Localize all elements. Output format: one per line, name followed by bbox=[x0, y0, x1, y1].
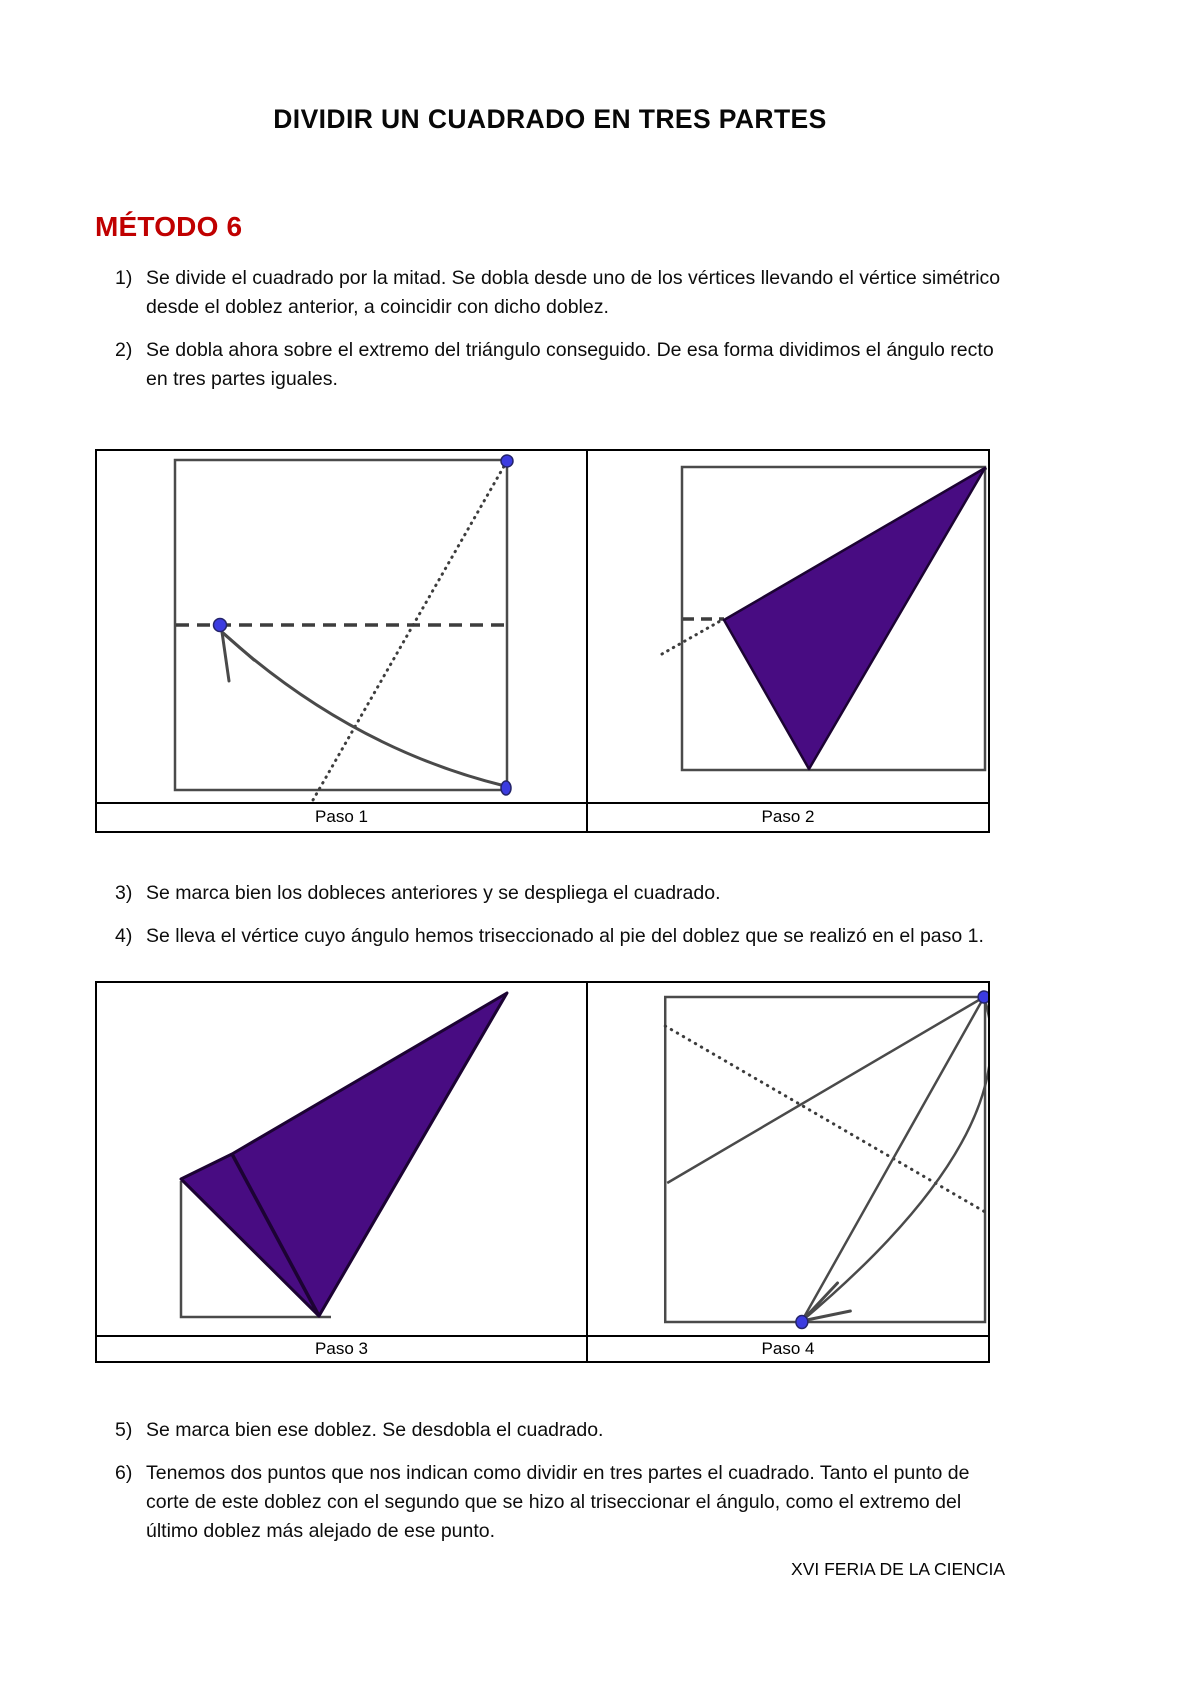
step-text: Se dobla ahora sobre el extremo del triángulo conseguido. De esa forma dividimos el ángulo recto en tres partes iguales. bbox=[146, 339, 994, 390]
step-number: 2) bbox=[115, 339, 133, 361]
paso4-panel bbox=[588, 983, 988, 1335]
method-heading: MÉTODO 6 bbox=[95, 211, 243, 242]
step-5 bbox=[115, 1416, 1005, 1445]
crease-dotted-line bbox=[665, 1026, 988, 1216]
caption-paso-4: Paso 4 bbox=[761, 1339, 815, 1358]
figure-2-caption-row bbox=[97, 1335, 988, 1361]
folded-triangle bbox=[181, 993, 507, 1316]
figure-2-diagram-row bbox=[97, 983, 988, 1335]
fold-arrowhead bbox=[802, 1283, 851, 1321]
step-number: 4) bbox=[115, 925, 133, 947]
crease-dotted-extension-left bbox=[662, 620, 722, 654]
caption-paso-1: Paso 1 bbox=[97, 804, 588, 831]
step-text: Se divide el cuadrado por la mitad. Se dobla desde uno de los vértices llevando el vértice simétrico desde el doblez anterior, a coincidir con dicho doblez. bbox=[146, 267, 1001, 318]
crease-solid-line bbox=[667, 997, 984, 1183]
steps-list bbox=[95, 1416, 1005, 1546]
figure-1-caption-row bbox=[97, 802, 988, 831]
vertex-dot-top-right bbox=[501, 455, 513, 467]
step-text: Se marca bien ese doblez. Se desdobla el cuadrado. bbox=[146, 1419, 604, 1441]
vertex-dot-bottom-right bbox=[501, 781, 511, 795]
vertex-dot-bottom bbox=[796, 1316, 808, 1329]
paso4-diagram bbox=[588, 983, 988, 1335]
caption-paso-2: Paso 2 bbox=[761, 807, 815, 826]
step-4 bbox=[115, 922, 1005, 951]
step-6 bbox=[115, 1459, 1005, 1546]
paso2-diagram bbox=[588, 451, 988, 802]
folded-triangle bbox=[724, 468, 985, 769]
steps-list bbox=[95, 264, 1005, 394]
page-title: DIVIDIR UN CUADRADO EN TRES PARTES bbox=[273, 104, 827, 134]
step-text: Tenemos dos puntos que nos indican como dividir en tres partes el cuadrado. Tanto el punto de corte de este doblez con el segundo que se hizo al triseccionar el ángulo, como el extremo del último doblez más alejado de ese punto. bbox=[146, 1462, 970, 1542]
footer-text: XVI FERIA DE LA CIENCIA bbox=[791, 1559, 1005, 1579]
steps-list bbox=[95, 879, 1005, 951]
crease-dotted-line bbox=[313, 461, 507, 800]
step-1 bbox=[115, 264, 1005, 322]
fold-arrowhead bbox=[222, 632, 254, 681]
step-text: Se lleva el vértice cuyo ángulo hemos triseccionado al pie del doblez que se realizó en el paso 1. bbox=[146, 925, 984, 947]
paso1-panel bbox=[97, 451, 588, 802]
figure-steps-1-2 bbox=[95, 449, 990, 833]
step-text: Se marca bien los dobleces anteriores y se despliega el cuadrado. bbox=[146, 882, 721, 904]
step-number: 5) bbox=[115, 1419, 133, 1441]
paso1-diagram bbox=[97, 451, 586, 802]
step-2 bbox=[115, 336, 1005, 394]
step-number: 3) bbox=[115, 882, 133, 904]
paso2-panel bbox=[588, 451, 988, 802]
caption-paso-3: Paso 3 bbox=[97, 1337, 588, 1361]
fold-line-to-point bbox=[802, 997, 984, 1321]
content-column bbox=[95, 0, 1005, 1579]
square-outline bbox=[665, 997, 985, 1322]
figure-steps-3-4 bbox=[95, 981, 990, 1363]
step-number: 6) bbox=[115, 1462, 133, 1484]
paso3-panel bbox=[97, 983, 588, 1335]
vertex-dot-top-right bbox=[978, 991, 988, 1003]
step-number: 1) bbox=[115, 267, 133, 289]
step-3 bbox=[115, 879, 1005, 908]
figure-1-diagram-row bbox=[97, 451, 988, 802]
vertex-dot-midline bbox=[214, 619, 227, 632]
paso3-diagram bbox=[97, 983, 586, 1335]
